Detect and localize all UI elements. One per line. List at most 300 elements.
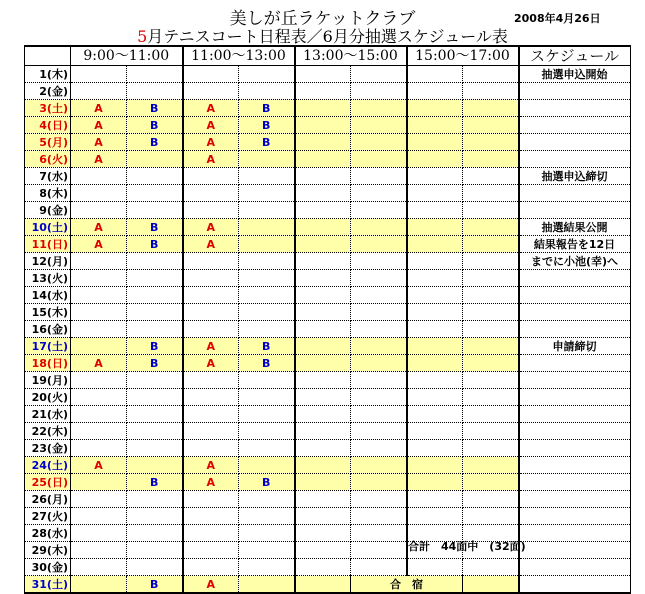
schedule-note (519, 542, 631, 559)
slot-cell (183, 508, 239, 525)
slot-cell (407, 66, 463, 83)
slot-cell (71, 576, 127, 594)
slot-cell (183, 270, 239, 287)
slot-cell (71, 304, 127, 321)
slot-cell (295, 372, 351, 389)
slot-cell: A (183, 457, 239, 474)
slot-cell (407, 389, 463, 406)
table-row (25, 83, 631, 100)
slot-cell (295, 151, 351, 168)
slot-cell (463, 457, 519, 474)
slot-cell: A (183, 474, 239, 491)
slot-cell (351, 423, 407, 440)
slot-cell: B (127, 219, 183, 236)
slot-cell: B (127, 355, 183, 372)
schedule-note: 申請締切 (519, 338, 631, 355)
slot-cell (127, 168, 183, 185)
day-cell: 2(金) (25, 83, 71, 100)
slot-cell (351, 440, 407, 457)
schedule-note (519, 372, 631, 389)
slot-cell (463, 253, 519, 270)
slot-cell (295, 491, 351, 508)
day-cell: 15(木) (25, 304, 71, 321)
slot-cell (407, 338, 463, 355)
slot-cell (239, 525, 295, 542)
schedule-note: 抽選結果公開 (519, 219, 631, 236)
schedule-note (519, 83, 631, 100)
slot-cell (463, 559, 519, 576)
slot-cell (463, 168, 519, 185)
slot-cell (295, 253, 351, 270)
slot-cell (463, 151, 519, 168)
slot-cell (71, 287, 127, 304)
slot-cell (351, 508, 407, 525)
slot-cell (127, 559, 183, 576)
slot-cell (295, 440, 351, 457)
slot-cell (407, 117, 463, 134)
slot-cell (463, 389, 519, 406)
slot-cell (239, 219, 295, 236)
slot-cell (295, 423, 351, 440)
slot-cell (71, 389, 127, 406)
slot-cell (239, 508, 295, 525)
slot-cell (463, 117, 519, 134)
header-schedule: スケジュール (519, 46, 631, 66)
day-cell: 27(火) (25, 508, 71, 525)
slot-cell (295, 219, 351, 236)
schedule-note (519, 287, 631, 304)
slot-cell (127, 440, 183, 457)
table-row (25, 151, 631, 168)
day-cell: 19(月) (25, 372, 71, 389)
slot-cell (463, 185, 519, 202)
slot-cell (239, 236, 295, 253)
slot-cell (463, 508, 519, 525)
slot-cell (463, 338, 519, 355)
schedule-note (519, 100, 631, 117)
day-cell: 7(水) (25, 168, 71, 185)
slot-cell (295, 270, 351, 287)
schedule-note (519, 134, 631, 151)
header-row (25, 46, 631, 66)
day-cell: 8(木) (25, 185, 71, 202)
schedule-note (519, 423, 631, 440)
slot-cell (239, 185, 295, 202)
day-cell: 11(日) (25, 236, 71, 253)
slot-cell (183, 542, 239, 559)
slot-cell (407, 355, 463, 372)
slot-cell (351, 253, 407, 270)
slot-cell: A (71, 100, 127, 117)
slot-cell (407, 508, 463, 525)
table-row (25, 66, 631, 83)
slot-cell (71, 270, 127, 287)
header-slot-9-11: 9:00～11:00 (71, 46, 183, 66)
slot-cell: A (183, 151, 239, 168)
slot-cell (407, 457, 463, 474)
slot-cell: A (71, 236, 127, 253)
slot-cell (239, 389, 295, 406)
slot-cell: B (239, 100, 295, 117)
table-row (25, 219, 631, 236)
slot-cell (351, 389, 407, 406)
table-row (25, 508, 631, 525)
slot-cell (351, 542, 407, 559)
slot-cell (351, 66, 407, 83)
day-cell: 29(木) (25, 542, 71, 559)
slot-cell (407, 270, 463, 287)
schedule-note (519, 559, 631, 576)
day-cell: 1(木) (25, 66, 71, 83)
slot-cell (183, 185, 239, 202)
slot-cell: B (239, 355, 295, 372)
slot-cell (351, 406, 407, 423)
slot-cell (463, 321, 519, 338)
slot-cell (463, 474, 519, 491)
day-cell: 21(水) (25, 406, 71, 423)
slot-cell (295, 457, 351, 474)
slot-cell (351, 355, 407, 372)
slot-cell (239, 559, 295, 576)
slot-cell (71, 559, 127, 576)
slot-cell (239, 491, 295, 508)
slot-cell (351, 491, 407, 508)
slot-cell (71, 508, 127, 525)
slot-cell (351, 219, 407, 236)
slot-cell (183, 389, 239, 406)
slot-cell (239, 457, 295, 474)
slot-cell (407, 423, 463, 440)
day-cell: 6(火) (25, 151, 71, 168)
slot-cell (71, 185, 127, 202)
schedule-note (519, 270, 631, 287)
table-row (25, 287, 631, 304)
slot-cell (351, 270, 407, 287)
slot-cell (127, 66, 183, 83)
slot-cell (295, 542, 351, 559)
table-row (25, 423, 631, 440)
slot-cell: B (239, 474, 295, 491)
slot-cell (463, 270, 519, 287)
schedule-note (519, 389, 631, 406)
slot-cell (183, 423, 239, 440)
slot-cell: A (71, 355, 127, 372)
slot-cell (295, 168, 351, 185)
slot-cell: A (71, 117, 127, 134)
slot-cell (239, 270, 295, 287)
month-number: 5 (137, 27, 148, 46)
slot-cell (295, 100, 351, 117)
slot-cell (239, 253, 295, 270)
slot-cell (71, 542, 127, 559)
slot-cell (407, 202, 463, 219)
slot-cell (351, 236, 407, 253)
slot-cell: A (71, 219, 127, 236)
slot-cell (463, 576, 519, 594)
slot-cell (351, 321, 407, 338)
table-row (25, 117, 631, 134)
slot-cell (239, 406, 295, 423)
slot-cell (351, 457, 407, 474)
header-slot-13-15: 13:00～15:00 (295, 46, 407, 66)
day-cell: 13(火) (25, 270, 71, 287)
slot-cell (351, 525, 407, 542)
day-cell: 28(水) (25, 525, 71, 542)
slot-cell (183, 287, 239, 304)
slot-cell (71, 525, 127, 542)
day-cell: 4(日) (25, 117, 71, 134)
schedule-note (519, 117, 631, 134)
slot-cell (239, 66, 295, 83)
slot-cell (127, 423, 183, 440)
slot-cell: B (127, 100, 183, 117)
header-slot-15-17: 15:00～17:00 (407, 46, 519, 66)
slot-cell (407, 83, 463, 100)
slot-cell (71, 440, 127, 457)
schedule-note: 抽選申込開始 (519, 66, 631, 83)
slot-cell (71, 423, 127, 440)
slot-cell (183, 559, 239, 576)
slot-cell (407, 100, 463, 117)
slot-cell (183, 321, 239, 338)
slot-cell (463, 134, 519, 151)
slot-cell (127, 372, 183, 389)
slot-cell (407, 321, 463, 338)
header-slot-11-13: 11:00～13:00 (183, 46, 295, 66)
slot-cell (183, 372, 239, 389)
slot-cell (351, 338, 407, 355)
slot-cell (71, 372, 127, 389)
table-row (25, 202, 631, 219)
slot-cell (351, 134, 407, 151)
slot-cell: A (183, 355, 239, 372)
slot-cell (239, 304, 295, 321)
slot-cell-event: 合 宿 (351, 576, 463, 594)
slot-cell (183, 304, 239, 321)
slot-cell (295, 202, 351, 219)
schedule-title (0, 24, 645, 47)
court-schedule-table (24, 45, 631, 594)
table-row (25, 440, 631, 457)
court-total: 合計 44面中 (32面) (408, 540, 526, 553)
day-cell: 22(木) (25, 423, 71, 440)
slot-cell: A (71, 151, 127, 168)
day-cell: 23(金) (25, 440, 71, 457)
day-cell: 5(月) (25, 134, 71, 151)
table-row (25, 355, 631, 372)
slot-cell (127, 83, 183, 100)
slot-cell (463, 491, 519, 508)
slot-cell (407, 185, 463, 202)
slot-cell (295, 321, 351, 338)
slot-cell (407, 151, 463, 168)
slot-cell (295, 304, 351, 321)
slot-cell (407, 406, 463, 423)
slot-cell (183, 406, 239, 423)
table-row (25, 100, 631, 117)
slot-cell: B (239, 117, 295, 134)
slot-cell: A (183, 117, 239, 134)
slot-cell (127, 542, 183, 559)
day-cell: 18(日) (25, 355, 71, 372)
slot-cell (463, 304, 519, 321)
slot-cell (239, 83, 295, 100)
slot-cell (407, 440, 463, 457)
slot-cell (463, 66, 519, 83)
slot-cell (295, 559, 351, 576)
slot-cell (71, 321, 127, 338)
slot-cell (71, 491, 127, 508)
day-cell: 30(金) (25, 559, 71, 576)
slot-cell (183, 440, 239, 457)
slot-cell: A (183, 338, 239, 355)
slot-cell (127, 287, 183, 304)
day-cell: 20(火) (25, 389, 71, 406)
slot-cell (71, 66, 127, 83)
table-row (25, 168, 631, 185)
table-row (25, 338, 631, 355)
day-cell: 25(日) (25, 474, 71, 491)
table-row (25, 576, 631, 594)
schedule-note (519, 525, 631, 542)
table-row (25, 253, 631, 270)
slot-cell: A (183, 219, 239, 236)
slot-cell (463, 423, 519, 440)
slot-cell (239, 151, 295, 168)
table-row (25, 457, 631, 474)
slot-cell (463, 236, 519, 253)
day-cell: 12(月) (25, 253, 71, 270)
schedule-note (519, 406, 631, 423)
slot-cell (239, 423, 295, 440)
schedule-note (519, 355, 631, 372)
slot-cell: A (183, 100, 239, 117)
slot-cell (351, 304, 407, 321)
slot-cell: B (127, 134, 183, 151)
slot-cell (463, 372, 519, 389)
slot-cell (239, 202, 295, 219)
day-cell: 10(土) (25, 219, 71, 236)
slot-cell (71, 168, 127, 185)
slot-cell (463, 440, 519, 457)
slot-cell: B (239, 134, 295, 151)
slot-cell (239, 542, 295, 559)
slot-cell (407, 236, 463, 253)
slot-cell (71, 253, 127, 270)
slot-cell (295, 389, 351, 406)
slot-cell: A (183, 236, 239, 253)
slot-cell (127, 457, 183, 474)
table-row (25, 236, 631, 253)
slot-cell (71, 338, 127, 355)
slot-cell (407, 168, 463, 185)
schedule-title-text: 月テニスコート日程表／6月分抽選スケジュール表 (147, 27, 508, 46)
table-row (25, 185, 631, 202)
day-cell: 31(土) (25, 576, 71, 594)
slot-cell (351, 117, 407, 134)
slot-cell: B (127, 117, 183, 134)
slot-cell (295, 355, 351, 372)
slot-cell (239, 287, 295, 304)
slot-cell (239, 576, 295, 594)
day-cell: 26(月) (25, 491, 71, 508)
schedule-note (519, 440, 631, 457)
slot-cell (127, 389, 183, 406)
slot-cell (295, 525, 351, 542)
slot-cell (351, 372, 407, 389)
slot-cell (71, 202, 127, 219)
slot-cell (407, 287, 463, 304)
header-day (25, 46, 71, 66)
slot-cell (239, 372, 295, 389)
slot-cell (463, 406, 519, 423)
table-row (25, 491, 631, 508)
slot-cell (127, 508, 183, 525)
schedule-note: 抽選申込締切 (519, 168, 631, 185)
slot-cell (295, 406, 351, 423)
slot-cell (463, 100, 519, 117)
slot-cell (239, 321, 295, 338)
slot-cell (351, 559, 407, 576)
schedule-note (519, 151, 631, 168)
day-cell: 17(土) (25, 338, 71, 355)
slot-cell (407, 304, 463, 321)
slot-cell (407, 474, 463, 491)
slot-cell (351, 474, 407, 491)
slot-cell (183, 202, 239, 219)
slot-cell (295, 185, 351, 202)
schedule-note (519, 491, 631, 508)
slot-cell (127, 253, 183, 270)
slot-cell (127, 185, 183, 202)
slot-cell (351, 202, 407, 219)
slot-cell (295, 474, 351, 491)
slot-cell (295, 66, 351, 83)
schedule-note (519, 457, 631, 474)
slot-cell (351, 100, 407, 117)
slot-cell (463, 355, 519, 372)
slot-cell (351, 287, 407, 304)
slot-cell (407, 491, 463, 508)
table-row (25, 321, 631, 338)
slot-cell (183, 525, 239, 542)
table-row (25, 525, 631, 542)
slot-cell (407, 219, 463, 236)
slot-cell (183, 168, 239, 185)
slot-cell (127, 525, 183, 542)
slot-cell (183, 491, 239, 508)
table-row (25, 270, 631, 287)
slot-cell: B (239, 338, 295, 355)
slot-cell (71, 406, 127, 423)
slot-cell (295, 83, 351, 100)
slot-cell (407, 559, 463, 576)
slot-cell (295, 236, 351, 253)
slot-cell: A (71, 457, 127, 474)
slot-cell (295, 508, 351, 525)
slot-cell (239, 168, 295, 185)
slot-cell: A (71, 134, 127, 151)
table-row (25, 134, 631, 151)
schedule-note (519, 202, 631, 219)
slot-cell (239, 440, 295, 457)
slot-cell (183, 66, 239, 83)
table-row (25, 389, 631, 406)
slot-cell (183, 83, 239, 100)
slot-cell (351, 168, 407, 185)
table-row (25, 372, 631, 389)
slot-cell (351, 151, 407, 168)
